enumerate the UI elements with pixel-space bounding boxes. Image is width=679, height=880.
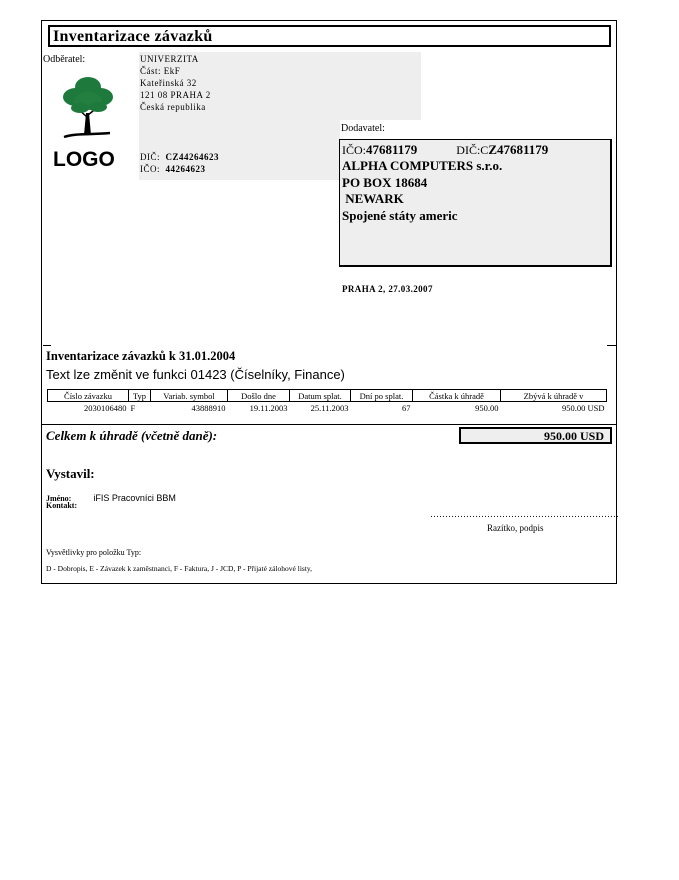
divider bbox=[42, 424, 616, 425]
buyer-dic-label: DIČ: bbox=[140, 152, 160, 162]
fold-mark-left bbox=[43, 345, 51, 346]
column-header: Došlo dne bbox=[228, 390, 290, 402]
table-row bbox=[48, 402, 607, 415]
buyer-dic: CZ44264623 bbox=[165, 152, 220, 162]
cell-amount-due: 950.00 bbox=[475, 403, 499, 413]
supplier-label: Dodavatel: bbox=[341, 123, 385, 134]
column-header: Typ bbox=[129, 390, 151, 402]
legend-heading: Vysvětlivky pro položku Typ: bbox=[46, 548, 142, 557]
buyer-label: Odběratel: bbox=[43, 54, 86, 65]
cell-due-date: 25.11.2003 bbox=[310, 403, 349, 413]
buyer-tax-ids bbox=[140, 151, 219, 175]
buyer-line: Kateřinská 32 bbox=[140, 78, 197, 88]
supplier-tax-ids bbox=[342, 142, 610, 158]
signature-label: Razítko, podpis bbox=[487, 523, 544, 533]
items-table bbox=[47, 389, 607, 414]
fold-mark-right bbox=[607, 345, 616, 346]
cell-liability-number: 2030106480 bbox=[84, 403, 127, 413]
cell-days-overdue: 67 bbox=[402, 403, 411, 413]
column-header: Dní po splat. bbox=[351, 390, 413, 402]
buyer-ico-label: IČO: bbox=[140, 164, 160, 174]
supplier-line: Spojené státy americ bbox=[342, 207, 458, 223]
column-header: Částka k úhradě bbox=[413, 390, 501, 402]
supplier-box bbox=[339, 139, 612, 267]
issued-by-heading: Vystavil: bbox=[46, 466, 95, 481]
table-header-row bbox=[48, 390, 607, 402]
buyer-line: Část: EkF bbox=[140, 66, 181, 76]
cell-amount-remaining: 950.00 USD bbox=[561, 403, 605, 413]
cell-type: F bbox=[130, 403, 136, 413]
supplier-line: PO BOX 18684 bbox=[342, 174, 428, 190]
buyer-name: UNIVERZITA bbox=[140, 54, 199, 64]
issuer-name: iFIS Pracovníci BBM bbox=[93, 493, 176, 503]
column-header: Variab. symbol bbox=[151, 390, 228, 402]
cell-received-date: 19.11.2003 bbox=[249, 403, 288, 413]
place-date: PRAHA 2, 27.03.2007 bbox=[342, 284, 433, 294]
buyer-line: 121 08 PRAHA 2 bbox=[140, 90, 211, 100]
legend-text: D - Dobropis, E - Závazek k zaměstnanci, F - Faktura, J - JCD, P - Přijaté zálohové listy, bbox=[46, 564, 313, 573]
cell-variable-symbol: 43888910 bbox=[191, 403, 226, 413]
tree-icon bbox=[58, 73, 118, 141]
signature-line: ……………………………………………………… bbox=[430, 509, 619, 519]
column-header: Zbývá k úhradě v bbox=[501, 390, 607, 402]
supplier-ico: 47681179 bbox=[366, 142, 418, 157]
section-title: Inventarizace závazků k 31.01.2004 bbox=[46, 349, 236, 363]
supplier-name: ALPHA COMPUTERS s.r.o. bbox=[342, 158, 503, 173]
column-header: Číslo závazku bbox=[48, 390, 129, 402]
document-page bbox=[41, 20, 617, 584]
buyer-ico: 44264623 bbox=[165, 164, 206, 174]
buyer-line: Česká republika bbox=[140, 102, 206, 112]
buyer-address bbox=[140, 53, 211, 113]
name-label: Jméno: bbox=[46, 494, 72, 503]
document-title: Inventarizace závazků bbox=[48, 25, 611, 47]
column-header: Datum splat. bbox=[290, 390, 351, 402]
section-note: Text lze změnit ve funkci 01423 (Číselníky, Finance) bbox=[46, 367, 345, 382]
contact-label: Kontakt: bbox=[46, 501, 78, 510]
logo-text: LOGO bbox=[53, 148, 115, 171]
supplier-dic-label: DIČ:C bbox=[456, 143, 489, 157]
supplier-ico-label: IČO: bbox=[342, 143, 366, 157]
supplier-line: NEWARK bbox=[342, 191, 404, 206]
supplier-dic: Z47681179 bbox=[488, 142, 549, 157]
total-amount: 950.00 USD bbox=[459, 427, 612, 444]
total-label: Celkem k úhradě (včetně daně): bbox=[46, 428, 218, 443]
